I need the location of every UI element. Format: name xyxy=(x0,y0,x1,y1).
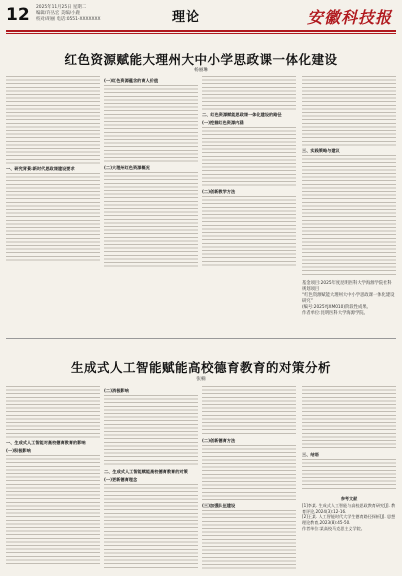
text-block xyxy=(202,127,296,187)
article1-byline: 杨丽琳 xyxy=(194,68,208,73)
article2-subhead: 三、结语 xyxy=(302,452,319,457)
article1-subhead: (一)红色资源蕴含的育人价值 xyxy=(104,78,159,83)
article1-subhead: (二)大理州红色资源概况 xyxy=(104,165,150,170)
text-block xyxy=(302,155,396,275)
article2-subhead: (二)消极影响 xyxy=(104,388,129,393)
article2-column-4 xyxy=(302,386,396,494)
reference-item: [2]王某. 人工智能时代大学生德育路径探析[J]. 思想理论教育,2023(8):45-50. xyxy=(302,514,396,526)
text-block xyxy=(202,196,296,266)
masthead-meta xyxy=(36,5,101,24)
article-divider xyxy=(6,338,396,339)
article1-subhead: 二、红色资源赋能思政课一体化建设的路径 xyxy=(202,112,282,117)
article2-byline: 张楠 xyxy=(196,377,206,382)
newspaper-brand: 安徽科技报 xyxy=(306,8,392,27)
article2-subhead: (一)更新德育理念 xyxy=(104,477,138,482)
masthead-meta-line: 2025年11月25日 星期二 xyxy=(36,5,87,10)
article2-column-3 xyxy=(202,386,296,572)
article2-references xyxy=(302,496,396,532)
article1-subhead: 三、实践策略与建议 xyxy=(302,148,340,153)
article2-column-1 xyxy=(6,386,100,572)
top-rule xyxy=(6,30,396,32)
text-block xyxy=(302,459,396,489)
text-block xyxy=(6,455,100,565)
article1-subhead: 一、研究背景:新时代思政课建设要求 xyxy=(6,166,75,171)
article1-subhead: (一)挖掘红色资源内涵 xyxy=(202,120,244,125)
article1-column-4 xyxy=(302,76,396,276)
section-title: 理论 xyxy=(172,10,201,25)
references-heading: 参考文献 xyxy=(340,496,358,501)
text-block xyxy=(6,386,100,438)
article1-column-3 xyxy=(202,76,296,268)
article2-subhead: (三)加强队伍建设 xyxy=(202,503,236,508)
text-block xyxy=(6,76,100,164)
text-block xyxy=(104,85,198,163)
article2-subhead: 一、生成式人工智能对高校德育教育的影响 xyxy=(6,440,86,445)
note-line: 作者单位:昆明医科大学海源学院。 xyxy=(302,311,368,316)
page-number: 12 xyxy=(6,5,30,25)
masthead-meta-line: 校对/胡丽 电话:0551-XXXXXXX xyxy=(36,17,101,23)
note-line: (编号:2025YJXM010)阶段性成果。 xyxy=(302,305,371,310)
text-block xyxy=(202,386,296,436)
reference-item: 作者单位:某高校马克思主义学院。 xyxy=(302,525,365,531)
text-block xyxy=(202,445,296,501)
article2-column-2 xyxy=(104,386,198,572)
masthead xyxy=(0,0,402,34)
note-line: 基金项目:2025年度昆明医科大学海源学院社科规划项目 xyxy=(302,281,392,292)
text-block xyxy=(104,484,198,570)
article2-subhead: (二)创新德育方法 xyxy=(202,438,236,443)
text-block xyxy=(302,76,396,146)
article2-subhead: 二、生成式人工智能赋能高校德育教育的对策 xyxy=(104,469,188,474)
note-line: “红色资源赋能大理州大中小学思政课一体化建设研究” xyxy=(302,293,395,304)
article2-title: 生成式人工智能赋能高校德育教育的对策分析 xyxy=(70,360,331,375)
text-block xyxy=(104,395,198,467)
text-block xyxy=(302,386,396,450)
text-block xyxy=(202,76,296,110)
text-block xyxy=(104,172,198,268)
text-block xyxy=(6,173,100,263)
masthead-meta-line: 编辑/许丛宏 美编/小鹿 xyxy=(36,11,80,17)
reference-item: [1]李某. 生成式人工智能与高校思政教育研究[J]. 教育评论,2024(3):12-16. xyxy=(302,502,396,514)
text-block xyxy=(202,510,296,570)
article1-title: 红色资源赋能大理州大中小学思政课一体化建设 xyxy=(64,52,338,67)
article1-funding-note xyxy=(302,281,396,317)
article1-column-2 xyxy=(104,76,198,268)
article1-column-1 xyxy=(6,76,100,268)
top-rule-thin xyxy=(6,33,396,34)
article1-subhead: (二)创新教学方法 xyxy=(202,189,236,194)
article2-subhead: (一)积极影响 xyxy=(6,448,31,453)
